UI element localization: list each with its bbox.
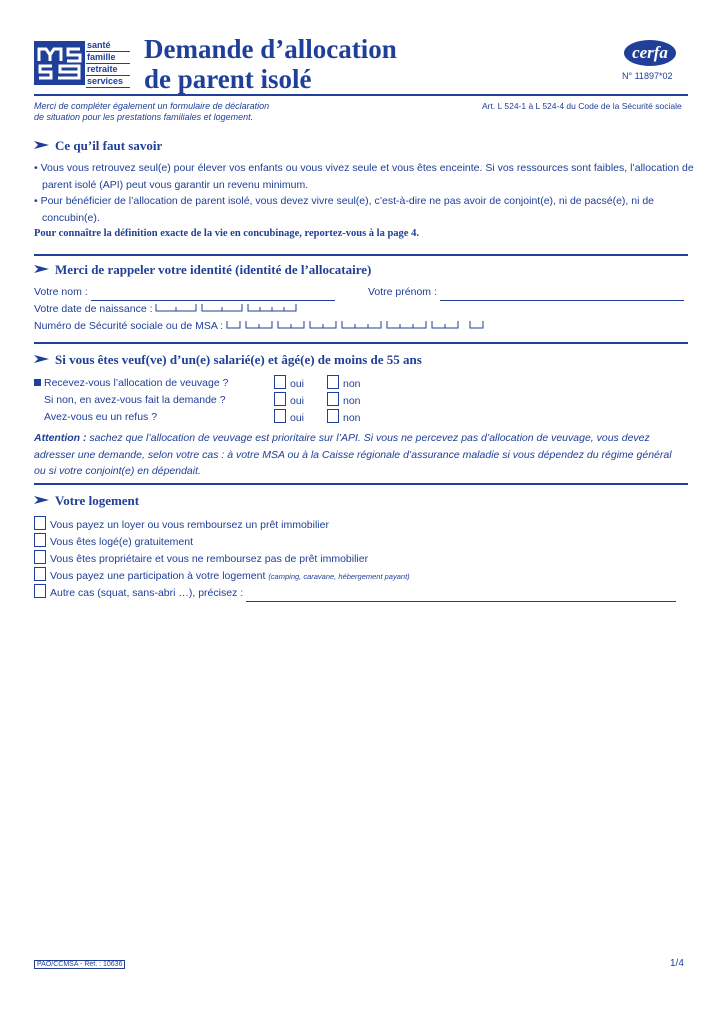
firstname-row (368, 284, 684, 301)
attention-label: Attention : (34, 432, 87, 444)
firstname-field[interactable] (440, 286, 684, 301)
checkbox[interactable] (34, 584, 46, 598)
name-field[interactable] (91, 286, 335, 301)
option-note: (camping, caravane, hébergement payant) (268, 572, 410, 581)
birthdate-label: Votre date de naissance : (34, 303, 153, 315)
note-line: de situation pour les prestations familiales et logement. (34, 112, 254, 122)
arrow-icon (34, 141, 49, 149)
logo-word: famille (86, 52, 130, 64)
section-title-identite (34, 262, 371, 278)
no-label: non (343, 412, 361, 424)
header-divider (34, 94, 688, 96)
attention-text: ou si votre conjoint(e) en dépendait. (34, 465, 201, 477)
option-label: Vous êtes logé(e) gratuitement (50, 536, 194, 548)
note-line: Merci de compléter également un formulaire de déclaration (34, 101, 270, 111)
section-divider (34, 254, 688, 256)
veuvage-question-2 (44, 392, 226, 409)
birthdate-field[interactable] (155, 304, 297, 312)
section-title-savoir (34, 138, 162, 154)
bullet-text: parent isolé (API) peut vous garantir un revenu minimum. (42, 178, 309, 191)
header-note (34, 101, 269, 123)
checkbox[interactable] (274, 392, 286, 406)
section-title-text: Votre logement (55, 493, 140, 508)
logement-option-1 (34, 516, 329, 534)
checkbox[interactable] (274, 409, 286, 423)
logement-option-5 (34, 584, 676, 602)
arrow-icon (34, 355, 49, 363)
section-title-text: Merci de rappeler votre identité (identité de l’allocataire) (55, 262, 372, 277)
checkbox[interactable] (34, 516, 46, 530)
logement-option-2 (34, 533, 193, 551)
option-label: Autre cas (squat, sans-abri …), précisez : (50, 587, 244, 599)
section-title-logement (34, 493, 139, 509)
title-line-1: Demande d’allocation (144, 34, 397, 64)
yes-label: oui (290, 412, 305, 424)
question-text: Avez-vous eu un refus ? (44, 411, 158, 423)
attention-text: sachez que l’allocation de veuvage est prioritaire sur l’API. Si vous ne percevez pas d’allocation de veuvage, vous devez (86, 432, 650, 444)
yes-label: oui (290, 395, 305, 407)
name-label: Votre nom : (34, 286, 88, 298)
msa-logo (34, 41, 85, 85)
veuvage-question-3 (44, 409, 157, 426)
question-text: Recevez-vous l’allocation de veuvage ? (44, 377, 229, 389)
concubinage-note: Pour connaître la définition exacte de la vie en concubinage, reportez-vous à la page 4. (34, 228, 419, 239)
section-title-text: Ce qu’il faut savoir (55, 138, 163, 153)
reference-code: PAO/CCMSA - Réf. : 10636 (34, 960, 125, 969)
veuvage-question-1 (34, 375, 228, 392)
q1-oui (274, 375, 304, 393)
ssn-row (34, 318, 484, 335)
section-divider (34, 483, 688, 485)
no-label: non (343, 395, 361, 407)
firstname-label: Votre prénom : (368, 286, 437, 298)
form-number: N° 11897*02 (622, 71, 673, 81)
q2-oui (274, 392, 304, 410)
q3-oui (274, 409, 304, 427)
no-label: non (343, 378, 361, 390)
article-reference: Art. L 524-1 à L 524-4 du Code de la Sécurité sociale (482, 101, 682, 111)
question-text: Si non, en avez-vous fait la demande ? (44, 394, 226, 406)
logement-option-4 (34, 567, 410, 586)
option-label: Vous payez une participation à votre logement (50, 570, 266, 582)
logo-words (86, 40, 130, 88)
checkbox[interactable] (34, 533, 46, 547)
bullet-text: concubin(e). (42, 211, 100, 224)
checkbox[interactable] (327, 392, 339, 406)
arrow-icon (34, 265, 49, 273)
option-label: Vous êtes propriétaire et vous ne remboursez pas de prêt immobilier (50, 553, 369, 565)
logo-word: services (86, 76, 130, 88)
page-number: 1/4 (670, 958, 684, 969)
option-label: Vous payez un loyer ou vous remboursez un prêt immobilier (50, 519, 329, 531)
section-divider (34, 342, 688, 344)
checkbox[interactable] (327, 409, 339, 423)
arrow-icon (34, 496, 49, 504)
q1-non (327, 375, 361, 393)
checkbox[interactable] (34, 567, 46, 581)
page-title (144, 34, 397, 94)
checkbox[interactable] (34, 550, 46, 564)
q2-non (327, 392, 361, 410)
attention-text: adresser une demande, selon votre cas : à votre MSA ou à la Caisse régionale d’assurance maladie si vous dépendez du régime général (34, 448, 672, 461)
logement-option-3 (34, 550, 368, 568)
checkbox[interactable] (327, 375, 339, 389)
cerfa-logo: cerfa (624, 40, 676, 66)
section-title-veuvage (34, 352, 422, 368)
ssn-label: Numéro de Sécurité sociale ou de MSA : (34, 320, 224, 332)
ssn-field[interactable] (226, 321, 484, 329)
square-bullet-icon (34, 379, 41, 386)
q3-non (327, 409, 361, 427)
checkbox[interactable] (274, 375, 286, 389)
section-title-text: Si vous êtes veuf(ve) d’un(e) salarié(e) et âgé(e) de moins de 55 ans (55, 352, 422, 367)
logo-word: retraite (86, 64, 130, 76)
precisez-field[interactable] (246, 588, 676, 602)
section1-body (34, 160, 694, 243)
logo-word: santé (86, 40, 130, 52)
bullet-text: • Vous vous retrouvez seul(e) pour élever vos enfants ou vous vivez seule et vous êtes enceinte. Si vos ressources sont faibles, l’allocation de (34, 162, 694, 174)
yes-label: oui (290, 378, 305, 390)
birthdate-row (34, 301, 297, 318)
bullet-text: • Pour bénéficier de l’allocation de parent isolé, vous devez vivre seul(e), c’est-à-dire ne pas avoir de conjoint(e), ni de pacsé(e), ni de (34, 195, 655, 207)
title-line-2: de parent isolé (144, 64, 312, 94)
name-row (34, 284, 335, 301)
attention-note (34, 430, 694, 480)
